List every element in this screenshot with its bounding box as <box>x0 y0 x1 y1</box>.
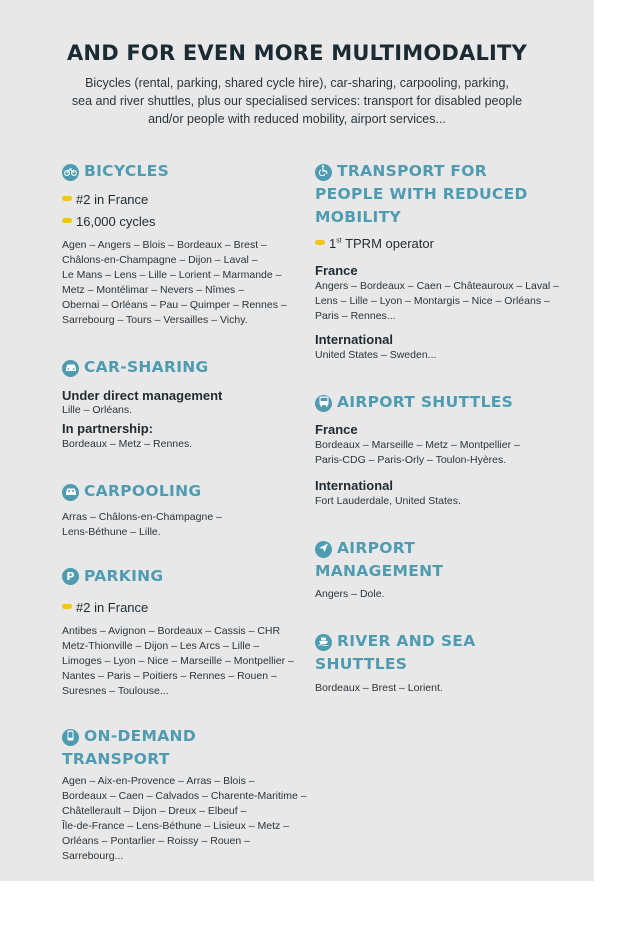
section-title-text: PEOPLE WITH REDUCED <box>315 185 528 203</box>
bullet-marker <box>62 218 72 223</box>
parking-icon: P <box>62 568 79 585</box>
section-title-text: BICYCLES <box>84 162 170 180</box>
carpool-icon <box>62 484 79 501</box>
phone-icon <box>62 729 79 746</box>
bicycle-icon <box>62 164 79 181</box>
city-line: Angers – Bordeaux – Caen – Châteauroux – Laval – <box>315 280 559 292</box>
subheading: France <box>315 263 358 278</box>
section-title-text: AIRPORT SHUTTLES <box>337 393 514 411</box>
city-line: Nantes – Paris – Poitiers – Rennes – Rouen – <box>62 670 277 682</box>
city-line: Bordeaux – Metz – Rennes. <box>62 438 193 450</box>
city-line: Le Mans – Lens – Lille – Lorient – Marmande – <box>62 269 282 281</box>
city-line: Metz – Montélimar – Nevers – Nîmes – <box>62 284 245 296</box>
city-line: Bordeaux – Marseille – Metz – Montpellier – <box>315 439 520 451</box>
bus-icon <box>315 395 332 412</box>
section-title-tprm <box>315 160 528 229</box>
city-line: Metz-Thionville – Dijon – Les Arcs – Lille – <box>62 640 260 652</box>
city-line: Agen – Aix-en-Provence – Arras – Blois – <box>62 775 255 787</box>
section-title-carsharing <box>62 356 209 379</box>
city-line: Bordeaux – Caen – Calvados – Charente-Maritime – <box>62 790 307 802</box>
section-title-text: CARPOOLING <box>84 482 202 500</box>
section-title-text: TRANSPORT FOR <box>337 162 487 180</box>
city-list <box>62 774 312 864</box>
city-line: Agen – Angers – Blois – Bordeaux – Brest – <box>62 239 267 251</box>
bullet-text: 16,000 cycles <box>76 214 156 229</box>
section-title-text: AIRPORT <box>337 539 416 557</box>
city-line: Orléans – Pontarlier – Roissy – Rouen – Sarrebourg... <box>62 835 250 862</box>
page-title: AND FOR EVEN MORE MULTIMODALITY <box>66 41 527 65</box>
city-line: Lille – Orléans. <box>62 404 133 416</box>
bullet-text: #2 in France <box>76 600 149 615</box>
section-title-text: SHUTTLES <box>315 655 408 673</box>
city-line: Angers – Dole. <box>315 588 385 600</box>
subheading: International <box>315 478 394 493</box>
section-title-text: PARKING <box>84 567 164 585</box>
bullet-item <box>315 236 434 251</box>
city-list <box>315 279 565 324</box>
city-line: Arras – Châlons-en-Champagne – <box>62 511 222 523</box>
section-title-text: TRANSPORT <box>62 750 170 768</box>
bullet-text: #2 in France <box>76 192 149 207</box>
bullet-marker <box>62 604 72 609</box>
section-title-airport-shuttles <box>315 391 513 414</box>
city-line: Antibes – Avignon – Bordeaux – Cassis – CHR <box>62 625 281 637</box>
city-list <box>62 510 222 540</box>
car-icon <box>62 360 79 377</box>
section-title-carpooling <box>62 480 201 503</box>
section-title-ondemand <box>62 725 196 771</box>
subheading: In partnership: <box>62 421 154 436</box>
subheading: France <box>315 422 358 437</box>
intro-line: sea and river shuttles, plus our specialised services: transport for disabled people <box>71 94 523 108</box>
plane-icon <box>315 541 332 558</box>
intro-line: Bicycles (rental, parking, shared cycle hire), car-sharing, carpooling, parking, <box>85 76 509 90</box>
boat-icon <box>315 634 332 651</box>
bullet-marker <box>62 196 72 201</box>
city-line: Châlons-en-Champagne – Dijon – Laval – <box>62 254 258 266</box>
city-list <box>62 238 307 328</box>
bullet-text: 1 <box>329 236 337 251</box>
city-line: United States – Sweden... <box>315 349 437 361</box>
city-line: Limoges – Lyon – Nice – Marseille – Montpellier – <box>62 655 294 667</box>
section-title-text: RIVER AND SEA <box>337 632 476 650</box>
city-line: Fort Lauderdale, United States. <box>315 495 461 507</box>
ordinal-suffix: st <box>336 237 342 245</box>
section-title-airport-management <box>315 537 443 583</box>
wheelchair-icon <box>315 164 332 181</box>
subheading: International <box>315 332 394 347</box>
intro-text <box>62 74 532 128</box>
city-line: Lens – Lille – Lyon – Montargis – Nice – Orléans – <box>315 295 550 307</box>
city-line: Obernai – Orléans – Pau – Quimper – Rennes – <box>62 299 287 311</box>
intro-line: and/or people with reduced mobility, airport services... <box>148 112 446 126</box>
city-line: Île-de-France – Lens-Béthune – Lisieux – Metz – <box>62 820 290 832</box>
section-title-parking <box>62 565 163 588</box>
bullet-marker <box>315 240 325 245</box>
city-list <box>62 624 307 699</box>
section-title-text: CAR-SHARING <box>84 358 209 376</box>
city-line: Paris – Rennes... <box>315 310 396 322</box>
city-line: Lens-Béthune – Lille. <box>62 526 161 538</box>
subheading: Under direct management <box>62 388 223 403</box>
city-list <box>315 438 565 468</box>
bullet-item <box>62 600 148 615</box>
section-title-river-sea <box>315 630 476 676</box>
city-line: Bordeaux – Brest – Lorient. <box>315 682 443 694</box>
bullet-item <box>62 192 148 207</box>
city-line: Suresnes – Toulouse... <box>62 685 169 697</box>
city-line: Châtellerault – Dijon – Dreux – Elbeuf – <box>62 805 247 817</box>
section-title-text: MANAGEMENT <box>315 562 444 580</box>
section-title-text: ON-DEMAND <box>84 727 196 745</box>
section-title-text: MOBILITY <box>315 208 402 226</box>
bullet-item <box>62 214 156 229</box>
city-line: Paris-CDG – Paris-Orly – Toulon-Hyères. <box>315 454 507 466</box>
city-line: Sarrebourg – Tours – Versailles – Vichy. <box>62 314 248 326</box>
section-title-bicycles <box>62 160 169 183</box>
bullet-text: TPRM operator <box>341 236 434 251</box>
